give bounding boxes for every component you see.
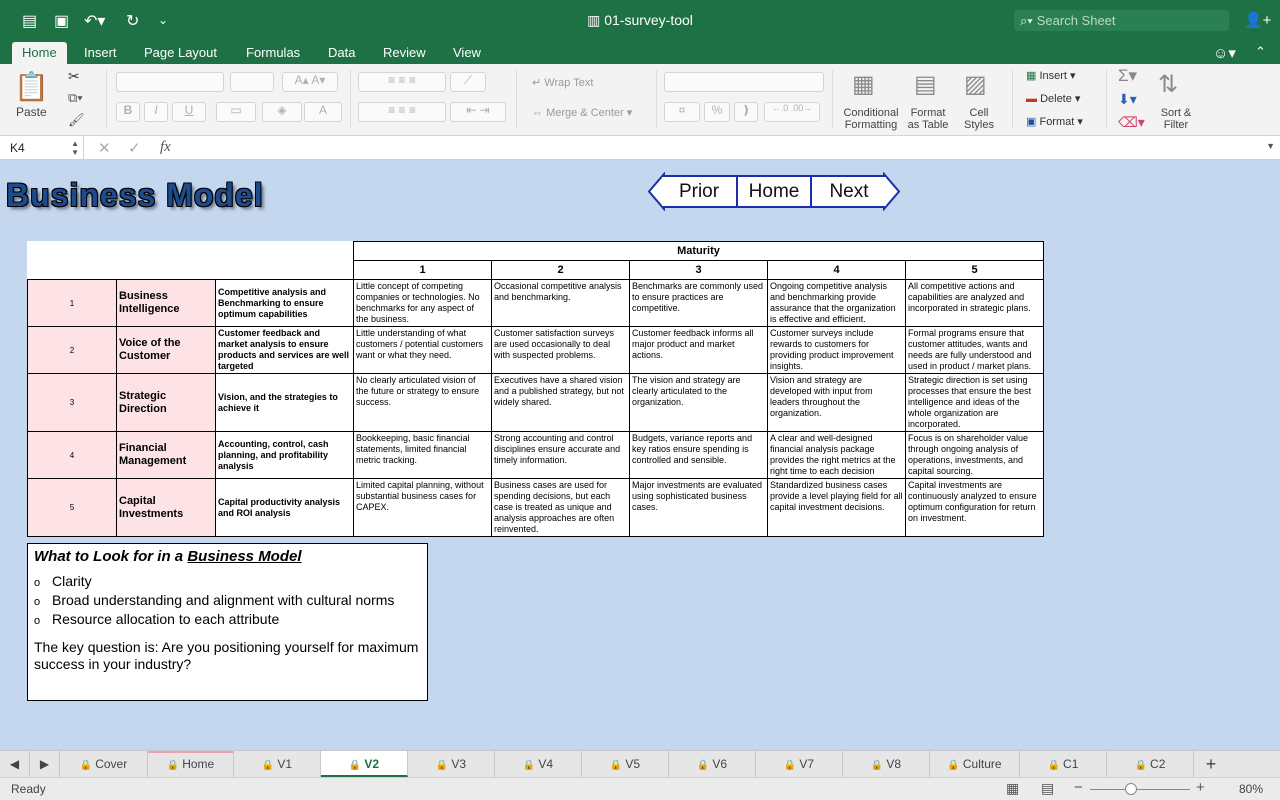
lock-icon: 🔒 (947, 760, 960, 771)
lock-icon: 🔒 (79, 760, 93, 771)
textbox-title-prefix: What to Look for in a (34, 548, 188, 565)
sheet-tab-label: C1 (1063, 757, 1079, 771)
accounting-format-button[interactable]: ¤ (664, 102, 700, 122)
attribute-description[interactable]: Vision, and the strategies to achieve it (216, 374, 354, 432)
maturity-cell[interactable]: A clear and well-designed financial analysis package provides the right metrics at the right time to each decision (768, 432, 906, 479)
collapse-ribbon-icon[interactable]: ⌃ (1255, 44, 1266, 59)
zoom-level: 80% (1238, 782, 1263, 796)
lock-icon: 🔒 (870, 760, 884, 771)
maturity-cell[interactable]: Occasional competitive analysis and benchmarking. (492, 280, 630, 327)
sort-filter-icon[interactable]: ⇅ (1158, 71, 1179, 98)
name-box-stepper-icon[interactable]: ▲ ▼ (71, 139, 79, 157)
sort-label: Sort & (1160, 107, 1192, 119)
delete-cells-button[interactable]: ▬ Delete ▾ (1026, 93, 1081, 105)
sheet-tab-label: V7 (799, 757, 815, 771)
sheet-tab-label: V8 (886, 757, 902, 771)
sheet-tab-culture[interactable] (930, 751, 1020, 777)
insert-cells-label: Insert (1039, 70, 1067, 82)
styles-label: Styles (964, 119, 994, 131)
maturity-cell[interactable]: Standardized business cases provide a level playing field for all capital investment decisions. (768, 479, 906, 537)
paste-icon[interactable]: 📋 (14, 71, 49, 102)
key-question: The key question is: Are you positioning yourself for maximum success in your industry? (34, 639, 419, 672)
italic-button[interactable]: I (144, 102, 168, 122)
ribbon (0, 64, 1280, 136)
vertical-align-group[interactable]: ≡ ≡ ≡ (358, 72, 446, 92)
tab-insert[interactable]: Insert (84, 45, 117, 60)
row-number[interactable]: 3 (28, 374, 117, 432)
insert-cells-icon: ▦ (1026, 70, 1037, 82)
table-row (28, 374, 1044, 432)
conditional-formatting-icon[interactable]: ▦ (852, 71, 875, 98)
attribute-name[interactable]: Business Intelligence (117, 280, 216, 327)
percent-button[interactable]: % (704, 102, 730, 122)
row-number[interactable]: 4 (28, 432, 117, 479)
maturity-cell[interactable]: Little concept of competing companies or technologies. No benchmarks for any aspect of the business. (354, 280, 492, 327)
title-bar (0, 0, 1280, 42)
maturity-cell[interactable]: Ongoing competitive analysis and benchmarking provide assurance that the organization is effective and efficient. (768, 280, 906, 327)
maturity-cell[interactable]: The vision and strategy are clearly articulated to the organization. (630, 374, 768, 432)
sheet-tab-v4[interactable] (495, 751, 582, 777)
font-color-button[interactable]: A (304, 102, 342, 122)
attribute-description[interactable]: Competitive analysis and Benchmarking to ensure optimum capabilities (216, 280, 354, 327)
lock-icon: 🔒 (696, 760, 710, 771)
font-size-select[interactable] (230, 72, 274, 92)
sheet-tab-home[interactable] (148, 751, 234, 777)
tab-view[interactable]: View (453, 45, 481, 60)
zoom-slider[interactable] (1090, 789, 1190, 790)
formatting-label: Formatting (844, 119, 898, 131)
cell-label: Cell (969, 107, 989, 119)
sheet-tab-v3[interactable] (408, 751, 495, 777)
list-item-text: Clarity (52, 573, 92, 589)
expand-formula-bar-icon[interactable]: ▼ (1266, 141, 1275, 151)
filter-label: Filter (1163, 119, 1189, 131)
maturity-cell[interactable]: Strong accounting and control disciplines ensure accurate and timely information. (492, 432, 630, 479)
list-item (34, 611, 421, 630)
feedback-smiley-icon[interactable]: ☺▾ (1213, 45, 1236, 62)
levels-row (28, 261, 1044, 280)
save-icon[interactable]: ▣ (54, 13, 70, 30)
insert-function-icon[interactable]: fx (160, 139, 171, 155)
add-sheet-button[interactable]: + (1205, 754, 1217, 774)
sheet-tab-label: V2 (364, 757, 380, 771)
lock-icon: 🔒 (261, 760, 275, 771)
wrap-text-button[interactable]: ↵ Wrap Text (532, 77, 594, 89)
delete-cells-label: Delete (1040, 93, 1072, 105)
bullet-icon: o (34, 596, 41, 608)
sheet-tab-label: V3 (451, 757, 467, 771)
what-to-look-for-textbox[interactable] (27, 543, 428, 701)
table-row (28, 479, 1044, 537)
sheet-tab-v1[interactable] (234, 751, 321, 777)
maturity-cell[interactable]: Focus is on shareholder value through ongoing analysis of operations, investments, and capital sourcing. (906, 432, 1044, 479)
attribute-name[interactable]: Capital Investments (117, 479, 216, 537)
tab-data[interactable]: Data (328, 45, 356, 60)
fill-color-button[interactable]: ◈ (262, 102, 302, 122)
attribute-description[interactable]: Capital productivity analysis and ROI analysis (216, 479, 354, 537)
criteria-list (34, 573, 421, 630)
clear-icon[interactable]: ⌫▾ (1118, 114, 1145, 130)
conditional-label: Conditional (843, 107, 899, 119)
autosum-icon[interactable]: Σ▾ (1118, 66, 1138, 85)
row-number[interactable]: 5 (28, 479, 117, 537)
cell-styles-icon[interactable]: ▨ (964, 71, 987, 98)
lock-icon: 🔒 (522, 760, 536, 771)
sheet-tab-c1[interactable] (1020, 751, 1107, 777)
maturity-cell[interactable]: Formal programs ensure that customer attitudes, wants and needs are fully understood and used in product / market plans. (906, 327, 1044, 374)
maturity-cell[interactable]: Business cases are used for spending decisions, but each case is treated as unique and analysis approaches are often reinvented. (492, 479, 630, 537)
maturity-cell[interactable]: Little understanding of what customers / potential customers want or what they need. (354, 327, 492, 374)
bullet-icon: o (34, 615, 41, 627)
excel-doc-icon: ▥ (587, 12, 605, 28)
conditional-formatting-button[interactable] (840, 107, 902, 131)
delete-cells-icon: ▬ (1026, 93, 1037, 105)
attribute-name[interactable]: Strategic Direction (117, 374, 216, 432)
formula-bar (0, 136, 1280, 160)
tab-review[interactable]: Review (383, 45, 426, 60)
document-title-text: 01-survey-tool (604, 12, 693, 28)
lock-icon: 🔒 (609, 760, 623, 771)
maturity-cell[interactable]: Benchmarks are commonly used to ensure practices are competitive. (630, 280, 768, 327)
wrap-text-label: Wrap Text (544, 77, 594, 89)
page-layout-view-icon[interactable]: ▤ (1041, 780, 1055, 796)
maturity-cell[interactable]: Capital investments are continuously analyzed to ensure optimum configuration for return on investment. (906, 479, 1044, 537)
row-number[interactable]: 2 (28, 327, 117, 374)
level-header[interactable]: 1 (354, 261, 492, 280)
level-header[interactable]: 2 (492, 261, 630, 280)
sheet-tab-v6[interactable] (669, 751, 756, 777)
normal-view-icon[interactable]: ▦ (1006, 780, 1020, 796)
next-button[interactable]: Next (812, 175, 886, 208)
level-header[interactable]: 5 (906, 261, 1044, 280)
ribbon-tabs (0, 42, 1280, 64)
maturity-cell[interactable]: Strategic direction is set using processes that ensure the best intelligence and ideas of the whole organization are incorporated. (906, 374, 1044, 432)
sheet-tab-label: V6 (712, 757, 728, 771)
indent-group[interactable]: ⇤ ⇥ (450, 102, 506, 122)
lock-icon: 🔒 (783, 760, 797, 771)
lock-icon: 🔒 (435, 760, 449, 771)
zoom-out-icon[interactable]: − (1074, 779, 1083, 796)
status-bar (0, 777, 1280, 800)
borders-button[interactable]: ▭ (216, 102, 256, 122)
attribute-name[interactable]: Financial Management (117, 432, 216, 479)
status-text: Ready (11, 782, 46, 796)
cut-icon[interactable]: ✂ (68, 68, 80, 84)
next-sheet-icon[interactable]: ▶ (30, 751, 60, 777)
maturity-cell[interactable]: Limited capital planning, without substantial business cases for CAPEX. (354, 479, 492, 537)
format-cells-label: Format (1039, 116, 1075, 128)
orientation-button[interactable]: ⟋ (450, 72, 486, 92)
customize-toolbar-icon[interactable]: ⌄ (158, 13, 169, 27)
worksheet[interactable] (0, 161, 1280, 750)
list-item (34, 573, 421, 592)
copy-icon[interactable]: ⧉▾ (68, 90, 83, 105)
format-as-table-button[interactable] (904, 107, 952, 131)
sidebar-toggle-icon[interactable]: ▤ (22, 13, 38, 30)
lock-icon: 🔒 (1134, 760, 1148, 771)
maturity-cell[interactable]: Budgets, variance reports and key ratios ensure spending is controlled and sensible. (630, 432, 768, 479)
sheet-tab-v5[interactable] (582, 751, 669, 777)
sort-filter-button[interactable] (1152, 107, 1200, 131)
nav-buttons (648, 172, 900, 211)
name-box[interactable] (0, 136, 84, 160)
sheet-tabs-bar (0, 750, 1280, 777)
maturity-cell[interactable]: Customer feedback informs all major product and market actions. (630, 327, 768, 374)
sheet-tab-label: Home (182, 757, 215, 771)
maturity-header[interactable]: Maturity (354, 242, 1044, 261)
maturity-cell[interactable]: Vision and strategy are developed with input from leaders throughout the organization. (768, 374, 906, 432)
level-header[interactable]: 3 (630, 261, 768, 280)
merge-center-button[interactable]: ⇔ Merge & Center ▾ (532, 107, 633, 119)
format-cells-button[interactable]: ▣ Format ▾ (1026, 116, 1083, 128)
maturity-table (27, 241, 1044, 537)
list-item-text: Broad understanding and alignment with cultural norms (52, 592, 395, 608)
table-row (28, 327, 1044, 374)
bullet-icon: o (34, 577, 41, 589)
cancel-entry-icon[interactable]: ✕ (98, 140, 111, 157)
textbox-title-emphasis: Business Model (187, 548, 302, 565)
page-title: Business Model (6, 177, 264, 213)
maturity-cell[interactable]: All competitive actions and capabilities are analyzed and incorporated in strategic plans. (906, 280, 1044, 327)
sheet-tab-label: V1 (277, 757, 293, 771)
list-item (34, 592, 421, 611)
level-header[interactable]: 4 (768, 261, 906, 280)
prev-sheet-icon[interactable]: ◀ (0, 751, 30, 777)
lock-icon: 🔒 (348, 760, 362, 771)
as-table-label: as Table (907, 119, 949, 131)
paste-label: Paste (16, 105, 47, 119)
sheet-tab-c2[interactable] (1107, 751, 1194, 777)
attribute-description[interactable]: Customer feedback and market analysis to ensure products and services are well targeted (216, 327, 354, 374)
undo-icon[interactable]: ↶▾ (84, 13, 106, 30)
textbox-title (34, 548, 421, 565)
sheet-tab-label: V5 (625, 757, 641, 771)
horizontal-align-group[interactable]: ≡ ≡ ≡ (358, 102, 446, 122)
merge-center-label: Merge & Center (546, 107, 624, 119)
comma-style-button[interactable]: ❫ (734, 102, 758, 122)
attribute-name[interactable]: Voice of the Customer (117, 327, 216, 374)
format-painter-icon[interactable]: 🖌 (68, 112, 85, 127)
maturity-cell[interactable]: Customer satisfaction surveys are used occasionally to deal with suspected problems. (492, 327, 630, 374)
maturity-cell[interactable]: Customer surveys include rewards to customers for providing product improvement insights. (768, 327, 906, 374)
sheet-tab-cover[interactable] (60, 751, 148, 777)
redo-icon[interactable]: ↻ (126, 13, 140, 30)
format-as-table-icon[interactable]: ▤ (914, 71, 937, 98)
format-cells-icon: ▣ (1026, 116, 1037, 128)
zoom-in-icon[interactable]: + (1196, 779, 1205, 796)
format-as-label: Format (910, 107, 946, 119)
search-sheet-input[interactable] (1014, 10, 1229, 31)
sheet-tab-v2[interactable] (321, 751, 408, 777)
row-number[interactable]: 1 (28, 280, 117, 327)
font-name-select[interactable] (116, 72, 224, 92)
zoom-slider-handle[interactable] (1125, 783, 1137, 795)
maturity-cell[interactable]: No clearly articulated vision of the future or strategy to ensure success. (354, 374, 492, 432)
insert-cells-button[interactable]: ▦ Insert ▾ (1026, 70, 1076, 82)
bold-button[interactable]: B (116, 102, 140, 122)
tab-home[interactable]: Home (12, 42, 67, 64)
decimal-adjust-group[interactable]: ←.0 .00→ (764, 102, 820, 122)
maturity-cell[interactable]: Major investments are evaluated using sophisticated business cases. (630, 479, 768, 537)
sheet-tab-label: C2 (1150, 757, 1166, 771)
fill-icon[interactable]: ⬇▾ (1118, 91, 1137, 107)
table-row (28, 280, 1044, 327)
sheet-tab-v8[interactable] (843, 751, 930, 777)
share-user-icon[interactable]: 👤+ (1244, 12, 1272, 29)
lock-icon: 🔒 (1047, 760, 1061, 771)
confirm-entry-icon[interactable]: ✓ (128, 140, 141, 157)
table-row (28, 432, 1044, 479)
underline-button[interactable]: U (172, 102, 206, 122)
cell-styles-button[interactable] (958, 107, 1000, 131)
tab-formulas[interactable]: Formulas (246, 45, 301, 60)
maturity-cell[interactable]: Bookkeeping, basic financial statements, limited financial metric tracking. (354, 432, 492, 479)
search-icon: ⌕▾ (1020, 13, 1033, 28)
home-button[interactable]: Home (736, 175, 812, 208)
cell-reference: K4 (10, 141, 25, 155)
sheet-tab-label: Culture (962, 757, 1002, 771)
list-item-text: Resource allocation to each attribute (52, 611, 280, 627)
maturity-cell[interactable]: Executives have a shared vision and a published strategy, but not widely shared. (492, 374, 630, 432)
font-size-adjust[interactable]: A▴ A▾ (282, 72, 338, 92)
attribute-description[interactable]: Accounting, control, cash planning, and profitability analysis (216, 432, 354, 479)
sheet-tab-v7[interactable] (756, 751, 843, 777)
tab-page-layout[interactable]: Page Layout (144, 45, 218, 60)
prior-button[interactable]: Prior (662, 175, 736, 208)
sheet-tab-label: Cover (95, 757, 128, 771)
search-placeholder: Search Sheet (1036, 13, 1116, 28)
number-format-select[interactable] (664, 72, 824, 92)
sheet-tab-label: V4 (538, 757, 554, 771)
lock-icon: 🔒 (166, 760, 180, 771)
